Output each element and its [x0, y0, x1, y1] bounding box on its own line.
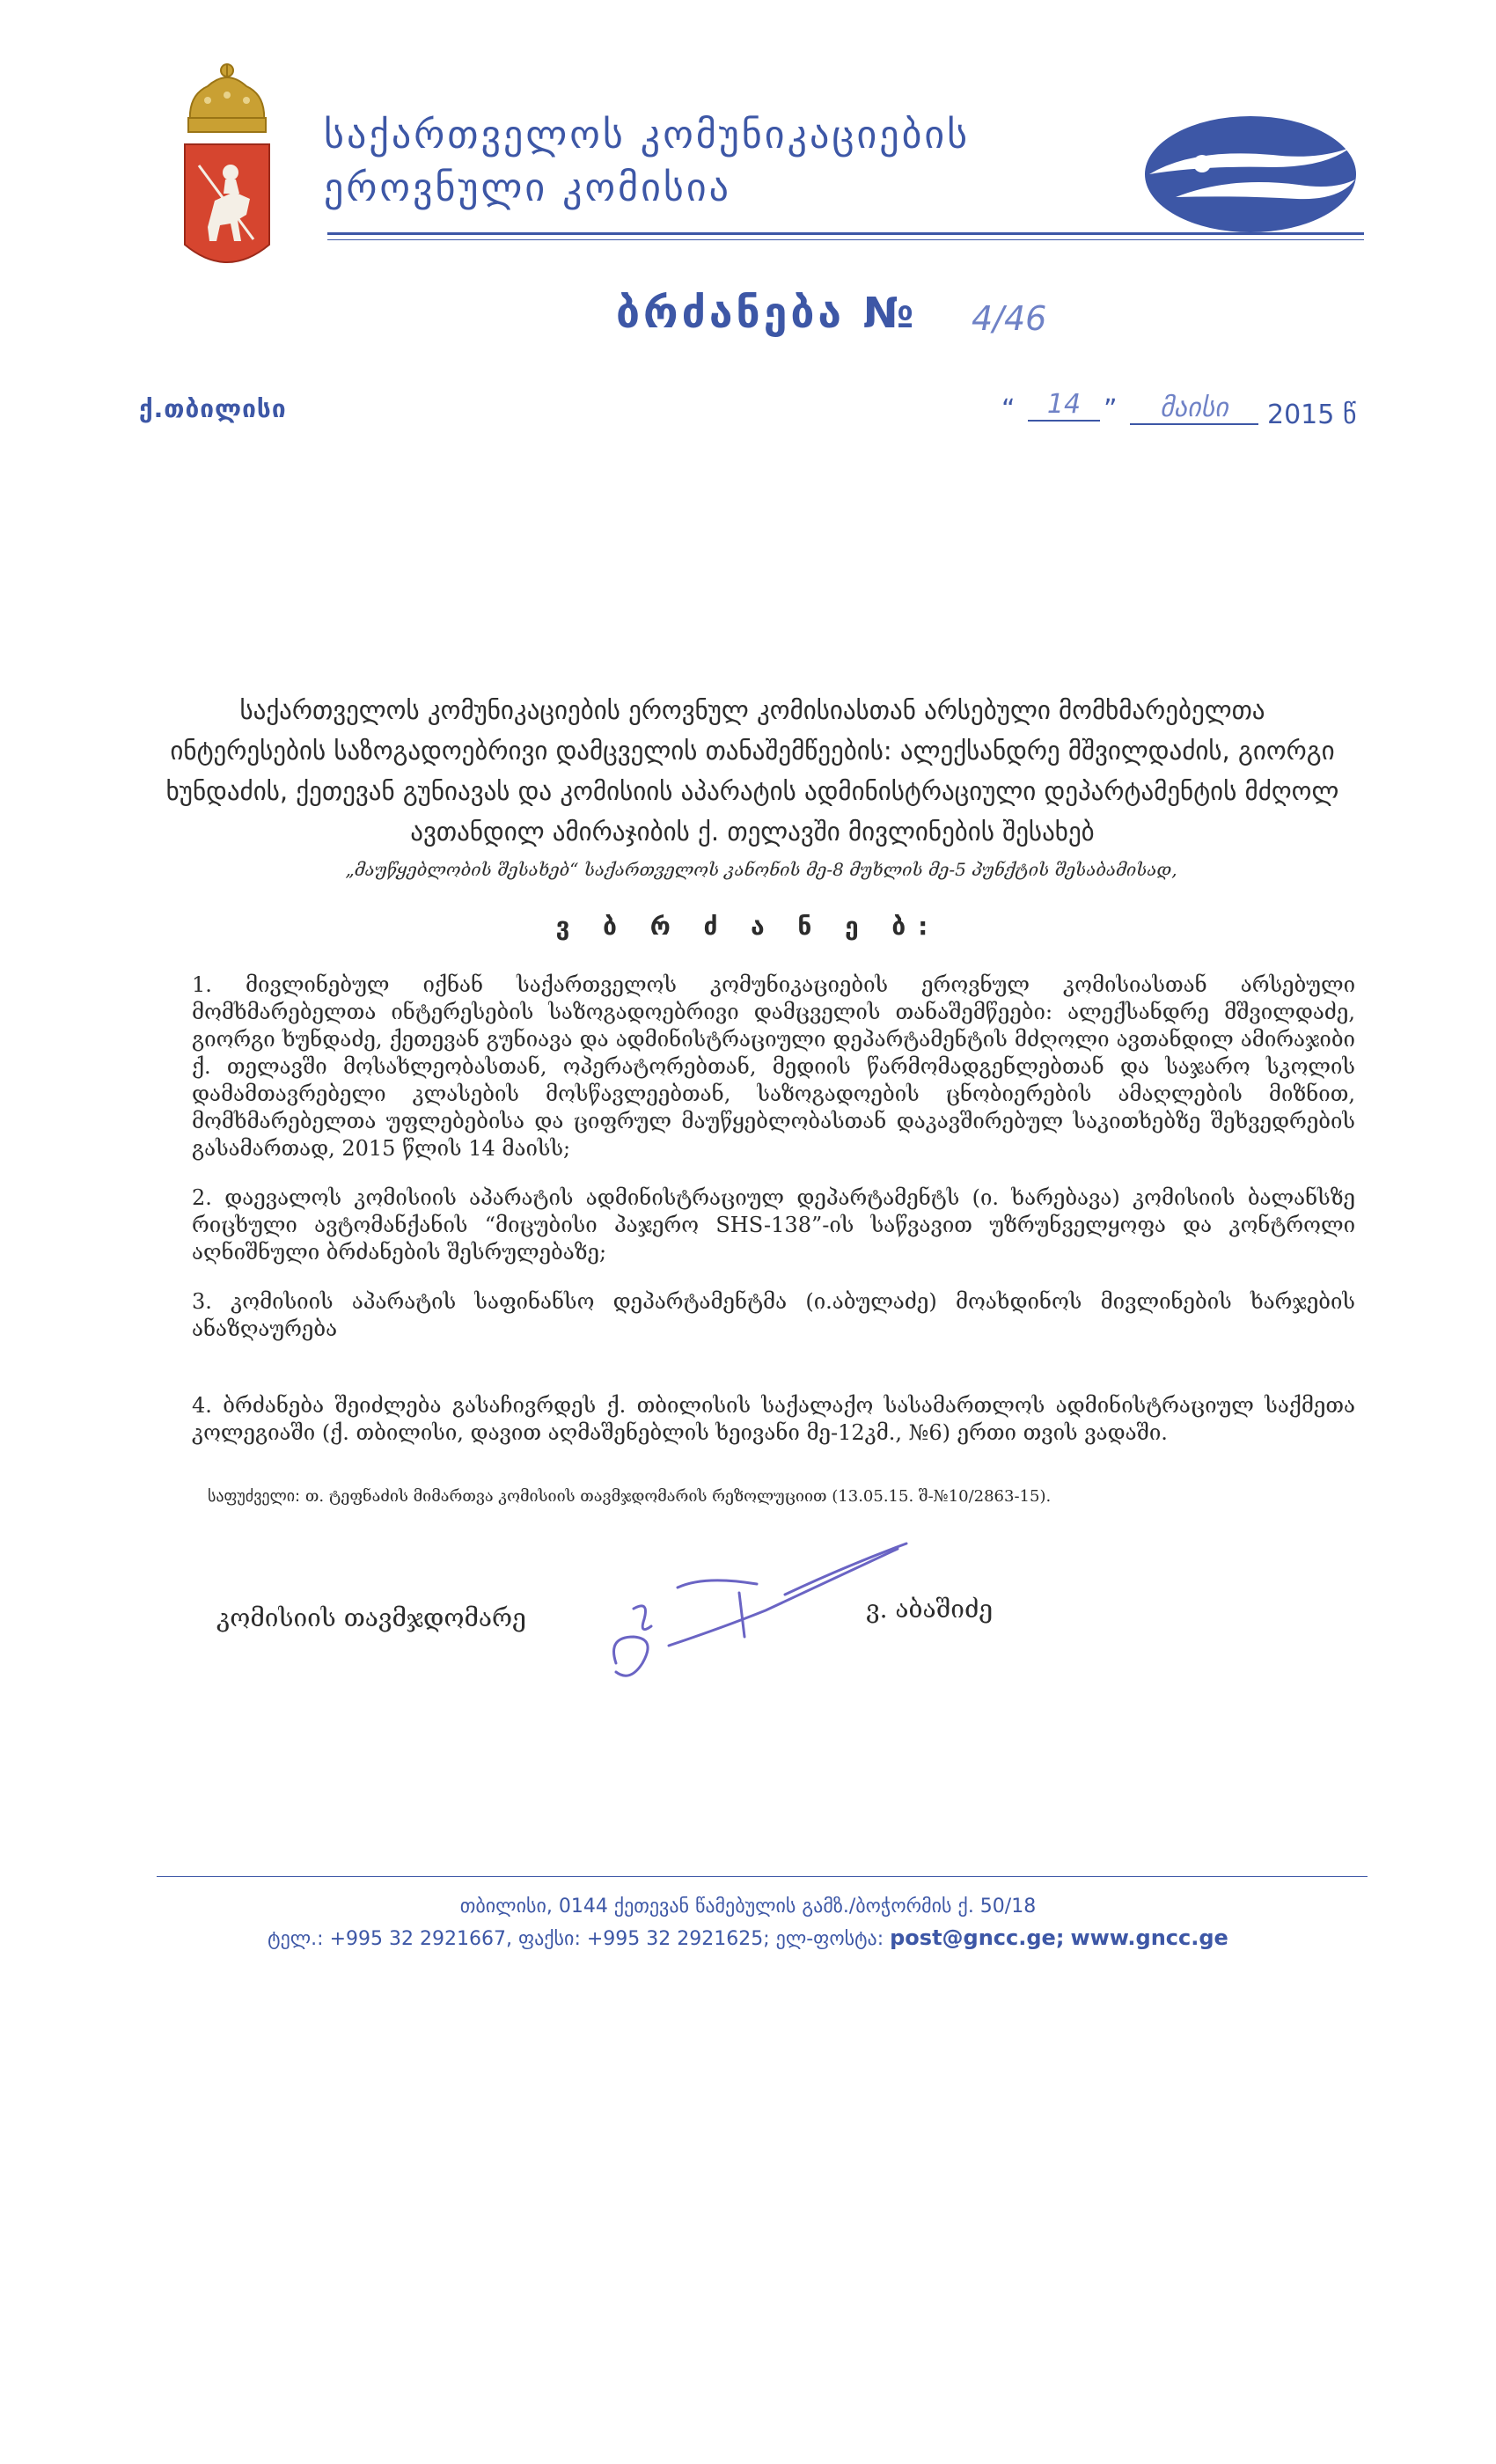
- fax-label: ფაქსი:: [517, 1928, 581, 1950]
- date-day: 14: [1028, 389, 1100, 422]
- date-close-quote: ”: [1104, 394, 1118, 425]
- email-link[interactable]: post@gncc.ge;: [890, 1925, 1065, 1950]
- order-number: 4/46: [972, 299, 1047, 338]
- orders-word: ვ ბ რ ძ ა ნ ე ბ:: [555, 912, 941, 941]
- header-rule-thin: [327, 239, 1364, 240]
- handwritten-signature: [581, 1531, 915, 1690]
- phone-label: ტელ.:: [268, 1928, 324, 1950]
- date-open-quote: “: [1001, 394, 1016, 425]
- order-paragraph-2: 2. დაევალოს კომისიის აპარატის ადმინისტრაციულ დეპარტამენტს (ი. ხარებავა) კომისიის ბალანსზე რიცხული ავტომანქანის “მიცუბისი პაჯერო SHS-138”-ის საწვავით უზრუნველყოფა და კონტროლი აღნიშნული ბრძანების შესრულებაზე;: [192, 1185, 1355, 1265]
- website-link[interactable]: www.gncc.ge: [1070, 1925, 1228, 1950]
- signatory-name: ვ. აბაშიძე: [866, 1595, 994, 1624]
- footer-rule: [157, 1876, 1368, 1877]
- footer-contacts: [0, 1925, 1496, 1950]
- fax-number: +995 32 2921625;: [586, 1928, 770, 1950]
- basis-note: [208, 1487, 1051, 1506]
- date-year: 2015 წ: [1267, 400, 1357, 430]
- organization-name-line1: საქართველოს კომუნიკაციების: [324, 113, 971, 158]
- city-label: ქ.თბილისი: [139, 394, 287, 423]
- basis-text: თ. ტეფნაძის მიმართვა კომისიის თავმჯდომარის რეზოლუციით (13.05.15. შ-№10/2863-15).: [304, 1487, 1052, 1506]
- order-heading: საქართველოს კომუნიკაციების ეროვნულ კომისიასთან არსებული მომხმარებელთა ინტერესების საზოგადოებრივი დამცველის თანაშემწეების: ალექსანდრე მშვილდაძის, გიორგი ხუნდაძის, ქეთევან გუნიავას და კომისიის აპარატის ადმინისტრაციული დეპარტამენტის მძღოლ ავთანდილ ამირაჯიბის ქ. თელავში მივლინების შესახებ: [165, 695, 1339, 847]
- email-label: ელ-ფოსტა:: [775, 1928, 884, 1950]
- signatory-title: კომისიის თავმჯდომარე: [216, 1603, 526, 1632]
- footer-address: თბილისი, 0144 ქეთევან წამებულის გამზ./ბოჭორმის ქ. 50/18: [459, 1896, 1037, 1918]
- phone-number: +995 32 2921667,: [329, 1928, 512, 1950]
- order-paragraph-3: 3. კომისიის აპარატის საფინანსო დეპარტამენტმა (ი.აბულაძე) მოახდინოს მივლინების ხარჯების ანაზღაურება: [192, 1289, 1355, 1341]
- coat-of-arms-icon: [172, 60, 282, 289]
- order-paragraph-1: 1. მივლინებულ იქნან საქართველოს კომუნიკაციების ეროვნულ კომისიასთან არსებული მომხმარებელთა ინტერესების საზოგადოებრივი დამცველის თანაშემწეები: ალექსანდრე მშვილდაძე, გიორგი ხუნდაძე, ქეთევან გუნიავა და ადმინისტრაციული დეპარტამენტის მძღოლი ავთანდილ ამირაჯიბი ქ. თელავში მოსახლეობასთან, ოპერატორებთან, მედიის წარმომადგენლებთან და საჯარო სკოლის დამამთავრებელი კლასების მოსწავლეებთან, საზოგადოების ცნობიერების ამაღლების მიზნით, მომხმარებელთა უფლებებისა და ციფრულ მაუწყებლობასთან დაკავშირებულ საკითხებზე შეხვედრების გასამართად, 2015 წლის 14 მაისს;: [192, 972, 1355, 1161]
- legal-basis: „მაუწყებლობის შესახებ“ საქართველოს კანონის მე-8 მუხლის მე-5 პუნქტის შესაბამისად,: [345, 859, 1177, 880]
- order-paragraph-4: 4. ბრძანება შეიძლება გასაჩივრდეს ქ. თბილისის საქალაქო სასამართლოს ადმინისტრაციულ საქმეთა კოლეგიაში (ქ. თბილისი, დავით აღმაშენებლის ხეივანი მე-12კმ., №6) ერთი თვის ვადაში.: [192, 1393, 1355, 1445]
- order-title: ბრძანება №: [616, 289, 918, 338]
- gncc-logo-icon: [1140, 113, 1360, 236]
- header-rule: [327, 232, 1364, 235]
- date-month: მაისი: [1130, 392, 1258, 425]
- organization-name-line2: ეროვნული კომისია: [324, 165, 731, 210]
- basis-label: საფუძველი:: [208, 1487, 301, 1506]
